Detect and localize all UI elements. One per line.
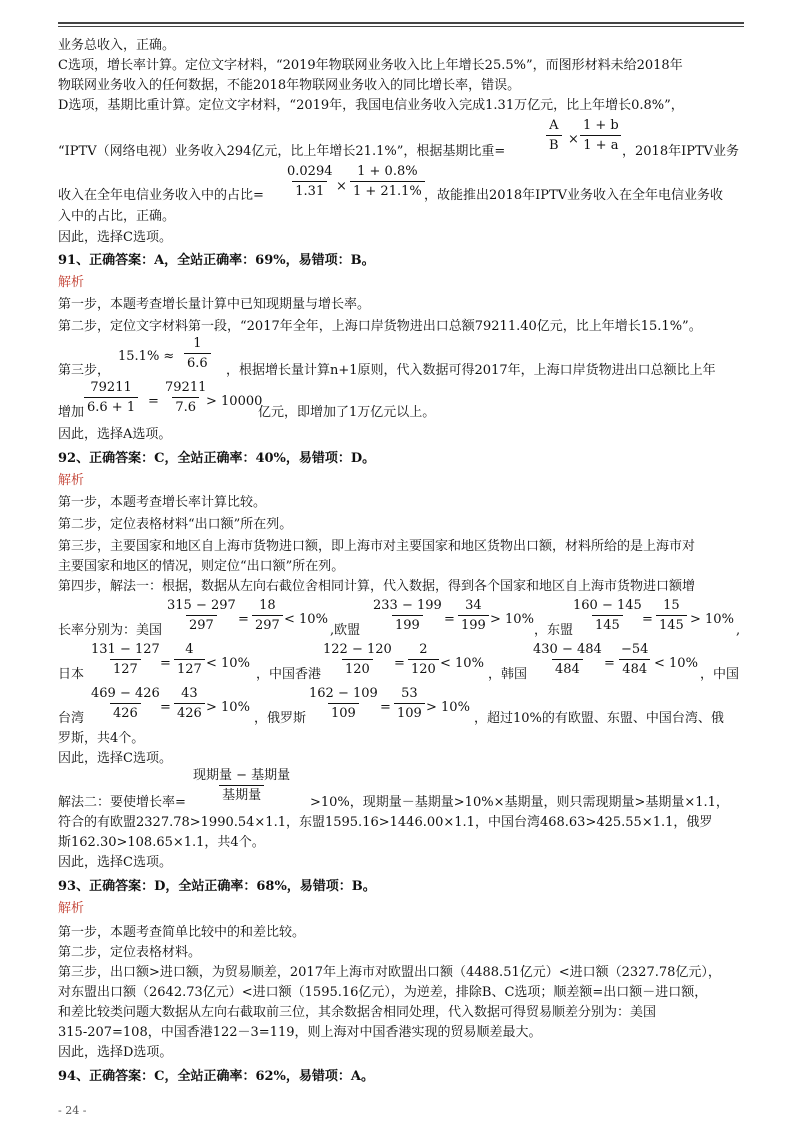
equals-symbol: =: [444, 612, 455, 627]
fraction-us: 315 − 297 297: [167, 598, 236, 633]
page-number: - 24 -: [58, 1104, 87, 1117]
math-compare: < 10%: [284, 612, 328, 627]
math-compare: > 10%: [426, 700, 470, 715]
text-line: ，故能推出2018年IPTV业务收入在全年电信业务收: [424, 188, 724, 203]
text-line: 因此，选择C选项。: [58, 751, 172, 766]
fraction-hk: 122 − 120 120: [323, 642, 392, 677]
text-line: 斯162.30>108.65×1.1，共4个。: [58, 835, 265, 850]
times-symbol: ×: [336, 179, 347, 194]
math-compare: < 10%: [206, 656, 250, 671]
fraction-growth-calc: 79211 6.6 + 1: [84, 380, 138, 415]
label-korea: ，韩国: [488, 667, 528, 682]
answer-header-94: 94、正确答案：C，全站正确率：62%，易错项：A。: [58, 1069, 374, 1084]
label-asean: ，东盟: [534, 623, 574, 638]
math-compare: < 10%: [440, 656, 484, 671]
fraction-growth-calc2: 79211 7.6: [165, 380, 207, 415]
text-line: 长率分别为：美国: [58, 623, 163, 638]
text-line: 因此，选择C选项。: [58, 855, 172, 870]
text-line: 入中的占比，正确。: [58, 209, 176, 224]
fraction-asean-result: 15 145: [656, 598, 687, 633]
label-eu: ,欧盟: [330, 623, 361, 638]
text-line: 符合的有欧盟2327.78>1990.54×1.1，东盟1595.16>1446.00×1.1，中国台湾468.63>425.55×1.1，俄罗: [58, 815, 713, 830]
analysis-label: 解析: [58, 901, 85, 916]
text-line: 第一步，本题考查增长率计算比较。: [58, 495, 267, 510]
fraction-growth-rate-def: 现期量 − 基期量 基期量: [193, 768, 291, 803]
fraction-japan-result: 4 127: [174, 642, 205, 677]
text-line: ，根据增长量计算n+1原则，代入数据可得2017年，上海口岸货物进出口总额比上年: [226, 363, 716, 378]
fraction-hk-result: 2 120: [408, 642, 439, 677]
text-line: 因此，选择D选项。: [58, 1045, 173, 1060]
label-hk: ，中国香港: [256, 667, 322, 682]
label-china: ，中国: [700, 667, 740, 682]
text-line: >10%，现期量－基期量>10%×基期量，则只需现期量>基期量×1.1，: [310, 795, 729, 810]
equals-symbol: =: [238, 612, 249, 627]
fraction-taiwan: 469 − 426 426: [91, 686, 160, 721]
math-compare: > 10%: [490, 612, 534, 627]
equals-symbol: =: [380, 700, 391, 715]
label-russia: ，俄罗斯: [254, 711, 307, 726]
fraction-korea: 430 − 484 484: [533, 642, 602, 677]
answer-header-91: 91、正确答案：A，全站正确率：69%，易错项：B。: [58, 253, 375, 268]
math-compare: > 10%: [690, 612, 734, 627]
answer-header-93: 93、正确答案：D，全站正确率：68%，易错项：B。: [58, 879, 376, 894]
fraction-eu-result: 34 199: [458, 598, 489, 633]
fraction-taiwan-result: 43 426: [174, 686, 205, 721]
text-line: 解法二：要使增长率=: [58, 795, 186, 810]
answer-header-92: 92、正确答案：C，全站正确率：40%，易错项：D。: [58, 451, 376, 466]
text-line: 收入在全年电信业务收入中的占比=: [58, 188, 264, 203]
text-line: 物联网业务收入的任何数据，不能2018年物联网业务收入的同比增长率，错误。: [58, 78, 521, 93]
text-line: 第一步，本题考查简单比较中的和差比较。: [58, 925, 306, 940]
header-rule-thin: [58, 26, 744, 27]
header-rule: [58, 22, 744, 24]
text-line: “IPTV（网络电视）业务收入294亿元，比上年增长21.1%”，根据基期比重=: [58, 144, 506, 159]
text-line: 第一步，本题考查增长量计算中已知现期量与增长率。: [58, 297, 371, 312]
fraction-a-over-b: A B: [546, 118, 562, 153]
fraction-growth: 1 + 0.8% 1 + 21.1%: [350, 164, 425, 199]
text-line: 第三步，出口额>进口额，为贸易顺差，2017年上海市对欧盟出口额（4488.51亿元）<进口额（2327.78亿元），: [58, 965, 721, 980]
fraction-asean: 160 − 145 145: [573, 598, 642, 633]
text-line: 第二步，定位表格材料“出口额”所在列。: [58, 517, 293, 532]
text-line: 第二步，定位表格材料。: [58, 945, 202, 960]
math-compare: > 10000: [206, 394, 263, 409]
fraction-japan: 131 − 127 127: [91, 642, 160, 677]
math-approx: 15.1% ≈: [118, 349, 175, 364]
text-line: ，2018年IPTV业务: [622, 144, 740, 159]
fraction-russia: 162 − 109 109: [309, 686, 378, 721]
label-japan: 日本: [58, 667, 85, 682]
times-symbol: ×: [568, 132, 579, 147]
label-taiwan: 台湾: [58, 711, 85, 726]
fraction-russia-result: 53 109: [394, 686, 425, 721]
fraction-us-result: 18 297: [252, 598, 283, 633]
text-line: 亿元，即增加了1万亿元以上。: [258, 405, 436, 420]
fraction-share: 0.0294 1.31: [287, 164, 333, 199]
text-line: 第三步，主要国家和地区自上海市货物进口额，即上海市对主要国家和地区货物出口额，材料所给的是上海市对: [58, 539, 696, 554]
text-line: 对东盟出口额（2642.73亿元）<进口额（1595.16亿元），为逆差，排除B、C选项；顺差额=出口额－进口额，: [58, 985, 708, 1000]
fraction-growth-ratio: 1 + b 1 + a: [580, 118, 622, 153]
text-line: 增加: [58, 405, 85, 420]
equals-symbol: =: [160, 700, 171, 715]
text-line: D选项，基期比重计算。定位文字材料，“2019年，我国电信业务收入完成1.31万亿元，比上年增长0.8%”，: [58, 98, 684, 113]
equals-symbol: =: [160, 656, 171, 671]
fraction-korea-result: −54 484: [621, 642, 649, 677]
analysis-label: 解析: [58, 473, 85, 488]
text-line: 315-207=108，中国香港122－3=119，则上海对中国香港实现的贸易顺差最大。: [58, 1025, 542, 1040]
text-line: 因此，选择C选项。: [58, 230, 172, 245]
text-line: 第三步，: [58, 363, 111, 378]
text-line: 和差比较类问题大数据从左向右截取前三位，其余数据舍相同处理，代入数据可得贸易顺差分别为：美国: [58, 1005, 657, 1020]
math-compare: < 10%: [654, 656, 698, 671]
text-line: 主要国家和地区的情况，则定位“出口额”所在列。: [58, 559, 345, 574]
text-line: C选项，增长率计算。定位文字材料，“2019年物联网业务收入比上年增长25.5%”，而图形材料未给2018年: [58, 58, 683, 73]
equals-symbol: =: [394, 656, 405, 671]
text-line: 罗斯，共4个。: [58, 731, 145, 746]
text-line: ，超过10%的有欧盟、东盟、中国台湾、俄: [474, 711, 724, 726]
fraction-one-over-6-6: 1 6.6: [184, 336, 211, 371]
text-line: 因此，选择A选项。: [58, 427, 172, 442]
fraction-eu: 233 − 199 199: [373, 598, 442, 633]
math-compare: > 10%: [206, 700, 250, 715]
text-line: 业务总收入，正确。: [58, 38, 176, 53]
text-line: 第四步，解法一：根据，数据从左向右截位舍相同计算，代入数据，得到各个国家和地区自上海市货物进口额增: [58, 579, 696, 594]
analysis-label: 解析: [58, 275, 85, 290]
equals-symbol: =: [148, 394, 159, 409]
equals-symbol: =: [642, 612, 653, 627]
equals-symbol: =: [604, 656, 615, 671]
text-line: 第二步，定位文字材料第一段，“2017年全年，上海口岸货物进出口总额79211.40亿元，比上年增长15.1%”。: [58, 319, 702, 334]
